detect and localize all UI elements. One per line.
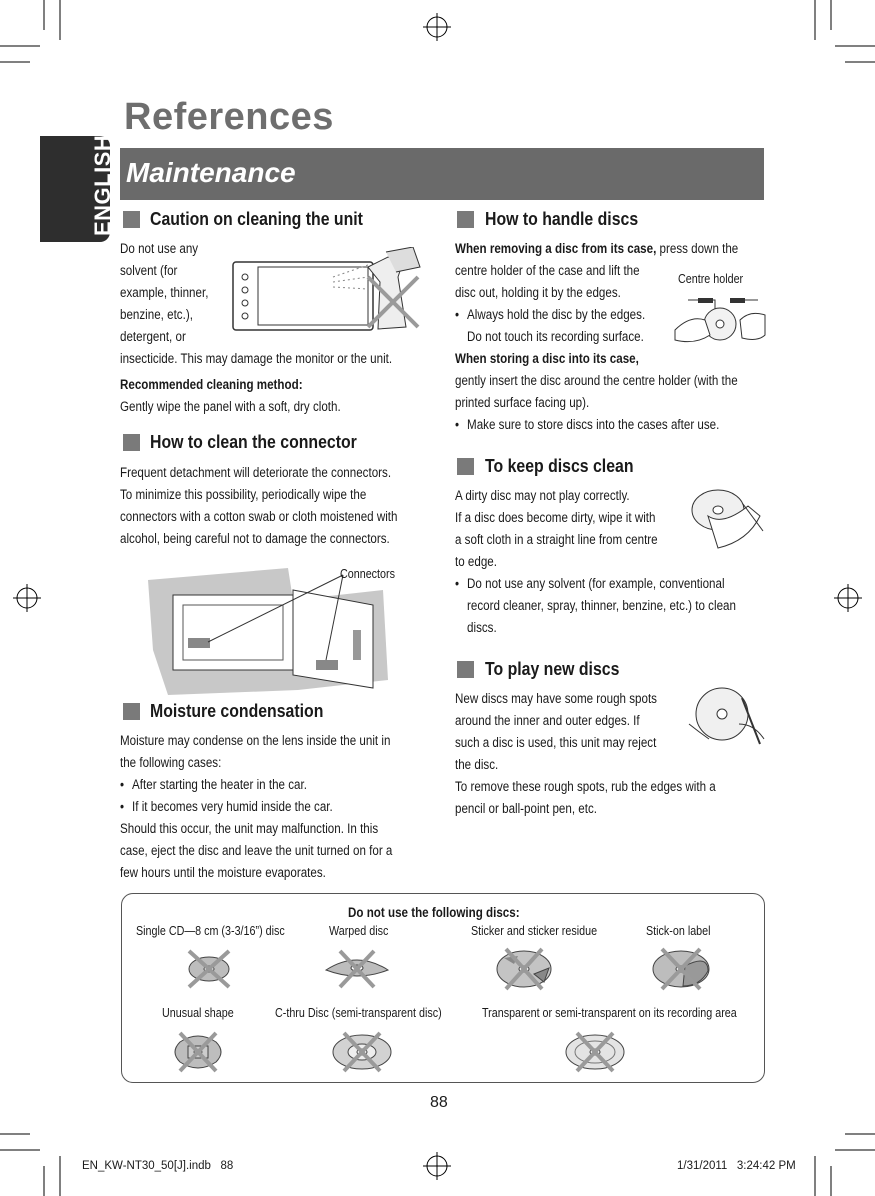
do-not-use-title: Do not use the following discs: xyxy=(348,905,520,920)
section-marker-icon xyxy=(457,661,474,678)
disc-label-stick-on: Stick-on label xyxy=(646,924,711,938)
footer-date: 1/31/2011 3:24:42 PM xyxy=(677,1160,796,1172)
cleaning-method-text: Gently wipe the panel with a soft, dry cloth. xyxy=(120,399,341,414)
clean-title: To keep discs clean xyxy=(485,456,634,476)
handle-title: How to handle discs xyxy=(485,209,639,229)
language-tab xyxy=(40,134,115,242)
caution-title: Caution on cleaning the unit xyxy=(150,209,363,229)
sticker-disc-icon xyxy=(494,946,554,992)
stick-on-label-disc-icon xyxy=(650,946,712,992)
spray-warning-illustration xyxy=(228,247,428,337)
page-number: 88 xyxy=(430,1094,448,1111)
disc-label-warped: Warped disc xyxy=(329,924,389,938)
caution-text: Do not use any solvent (for example, thinner, benzine, etc.), detergent, or insecticide. This may damage the monitor or the unit. xyxy=(120,241,393,366)
disc-label-transparent: Transparent or semi-transparent on its recording area xyxy=(482,1006,737,1020)
section-marker-icon xyxy=(123,211,140,228)
transparent-disc-icon xyxy=(563,1030,627,1074)
warped-disc-icon xyxy=(322,948,392,990)
disc-rubbing-illustration xyxy=(684,684,770,750)
moisture-text: Moisture may condense on the lens inside the unit in the following cases: • After starting the heater in the car. • If it becomes very humid inside the car. Should this occur, the unit may malfunction. In this case, eject the disc and leave the unit turned on for a few hours until the moisture evaporates. xyxy=(120,730,392,884)
disc-wiping-illustration xyxy=(688,486,768,552)
disc-label-cthru: C-thru Disc (semi-transparent disc) xyxy=(275,1006,442,1020)
page-title: References xyxy=(124,96,334,138)
disc-removal-illustration xyxy=(670,290,770,352)
disc-label-single-cd: Single CD—8 cm (3-3/16”) disc xyxy=(136,924,285,938)
section-banner-label: Maintenance xyxy=(126,157,296,188)
footer-file: EN_KW-NT30_50[J].indb 88 xyxy=(82,1160,234,1172)
centre-holder-callout: Centre holder xyxy=(678,272,744,286)
cthru-disc-icon xyxy=(330,1030,394,1074)
connector-text: Frequent detachment will deteriorate the connectors. To minimize this possibility, periodically wipe the connectors with a cotton swab or cloth moistened with alcohol, being careful not to damage the connectors. xyxy=(120,465,398,546)
newdisc-title: To play new discs xyxy=(485,659,620,679)
connectors-callout: Connectors xyxy=(340,567,395,581)
section-marker-icon xyxy=(457,211,474,228)
connector-title: How to clean the connector xyxy=(150,432,357,452)
handle-text: When removing a disc from its case, press down the centre holder of the case and lift the disc out, holding it by the edges. • Always hold the disc by the edges. Do not touch its recording surface. When storing a disc into its case, gently insert the disc around the centre holder (with the printed surface facing up). • Make sure to store discs into the cases after use. xyxy=(455,238,738,436)
cleaning-method-label: Recommended cleaning method: xyxy=(120,377,303,392)
disc-label-unusual-shape: Unusual shape xyxy=(162,1006,234,1020)
moisture-title: Moisture condensation xyxy=(150,701,324,721)
unusual-shape-disc-icon xyxy=(170,1030,226,1074)
section-banner xyxy=(120,148,764,200)
connector-illustration xyxy=(148,560,388,700)
single-cd-disc-icon xyxy=(183,948,235,990)
language-tab-label: ENGLISH xyxy=(90,134,115,236)
clean-text: A dirty disc may not play correctly. If a disc does become dirty, wipe it with a soft cloth in a straight line from centre to edge. • Do not use any solvent (for example, conventional record cleaner, spray, thinner, benzine, etc.) to clean discs. xyxy=(455,485,736,639)
section-marker-icon xyxy=(123,703,140,720)
section-marker-icon xyxy=(457,458,474,475)
newdisc-text: New discs may have some rough spots around the inner and outer edges. If such a disc is used, this unit may reject the disc. To remove these rough spots, rub the edges with a pencil or ball-point pen, etc. xyxy=(455,691,716,816)
disc-label-sticker: Sticker and sticker residue xyxy=(471,924,598,938)
section-marker-icon xyxy=(123,434,140,451)
